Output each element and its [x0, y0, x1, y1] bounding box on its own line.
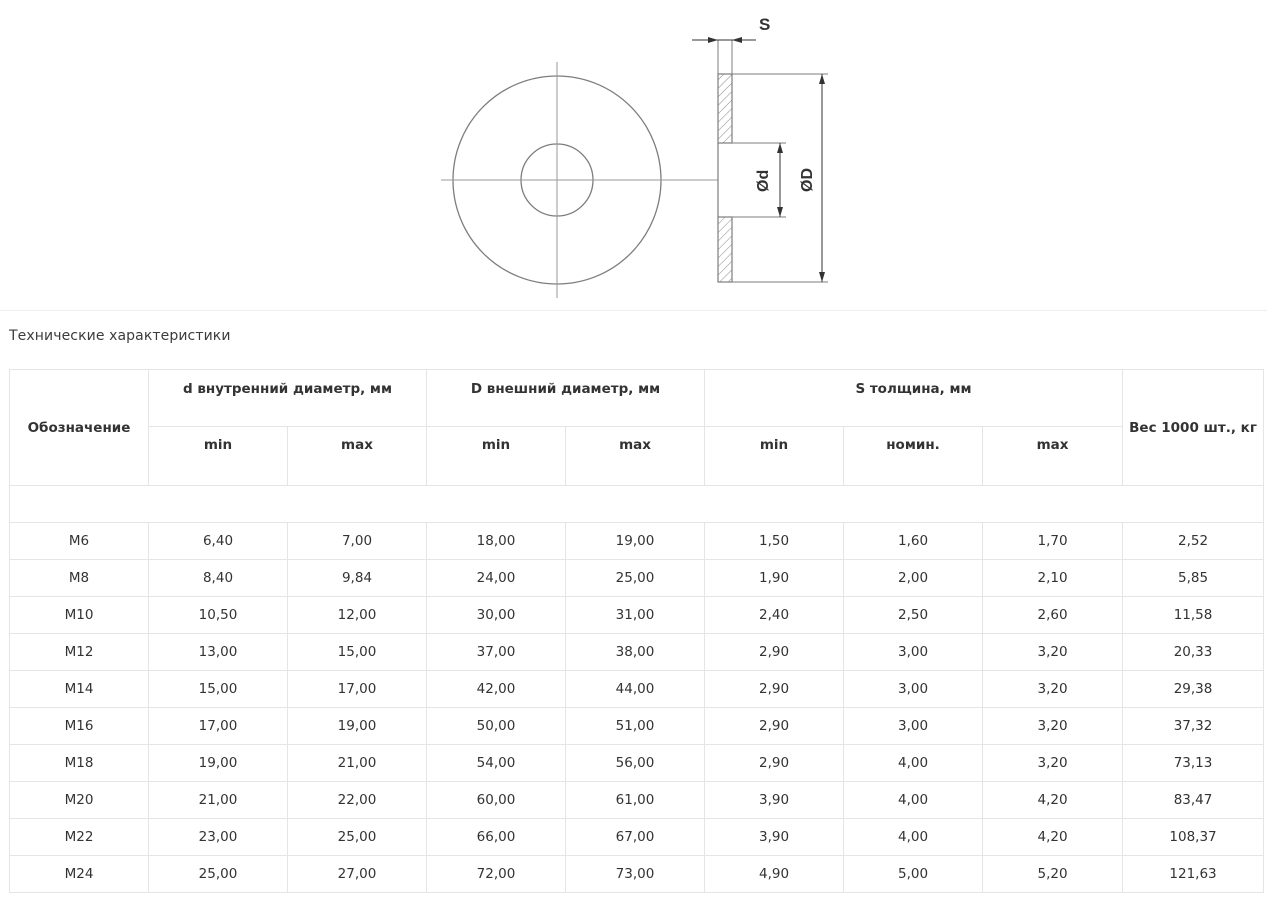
cell-d-max: 12,00 — [288, 597, 427, 634]
cell-S-min: 1,50 — [705, 523, 844, 560]
cell-d-max: 27,00 — [288, 856, 427, 893]
cell-S-nom: 3,00 — [844, 671, 983, 708]
cell-D-min: 37,00 — [427, 634, 566, 671]
cell-S-min: 3,90 — [705, 819, 844, 856]
cell-D-max: 56,00 — [566, 745, 705, 782]
cell-S-nom: 2,00 — [844, 560, 983, 597]
header-S-max: max — [983, 427, 1123, 486]
table-empty-row — [10, 486, 1264, 523]
empty-cell — [10, 486, 1264, 523]
cell-S-nom: 3,00 — [844, 634, 983, 671]
cell-weight: 108,37 — [1123, 819, 1264, 856]
cell-weight: 29,38 — [1123, 671, 1264, 708]
cell-S-max: 3,20 — [983, 708, 1123, 745]
cell-D-min: 18,00 — [427, 523, 566, 560]
cell-d-min: 23,00 — [149, 819, 288, 856]
cell-d-min: 8,40 — [149, 560, 288, 597]
washer-drawing-svg — [0, 0, 1267, 310]
table-row — [10, 819, 1264, 856]
cell-D-max: 25,00 — [566, 560, 705, 597]
cell-designation: M12 — [10, 634, 149, 671]
table-row — [10, 856, 1264, 893]
cell-S-min: 2,90 — [705, 745, 844, 782]
table-row — [10, 597, 1264, 634]
cell-D-max: 19,00 — [566, 523, 705, 560]
cell-D-min: 24,00 — [427, 560, 566, 597]
cell-d-max: 22,00 — [288, 782, 427, 819]
cell-D-min: 72,00 — [427, 856, 566, 893]
cell-D-min: 50,00 — [427, 708, 566, 745]
dimension-d-label: Ød — [755, 169, 772, 192]
cell-S-nom: 4,00 — [844, 745, 983, 782]
cell-D-max: 61,00 — [566, 782, 705, 819]
cell-S-nom: 4,00 — [844, 782, 983, 819]
washer-side-view — [692, 37, 828, 282]
cell-S-max: 2,10 — [983, 560, 1123, 597]
header-d-group: d внутренний диаметр, мм — [149, 370, 427, 427]
cell-weight: 121,63 — [1123, 856, 1264, 893]
cell-designation: M14 — [10, 671, 149, 708]
cell-D-min: 42,00 — [427, 671, 566, 708]
cell-d-min: 10,50 — [149, 597, 288, 634]
cell-S-min: 2,40 — [705, 597, 844, 634]
cell-d-min: 19,00 — [149, 745, 288, 782]
cell-d-min: 15,00 — [149, 671, 288, 708]
dimension-s-label: S — [759, 15, 771, 34]
cell-S-max: 5,20 — [983, 856, 1123, 893]
cell-d-max: 19,00 — [288, 708, 427, 745]
cell-designation: M10 — [10, 597, 149, 634]
cell-S-nom: 3,00 — [844, 708, 983, 745]
cell-D-max: 73,00 — [566, 856, 705, 893]
cell-d-max: 21,00 — [288, 745, 427, 782]
cell-S-min: 2,90 — [705, 708, 844, 745]
cell-weight: 11,58 — [1123, 597, 1264, 634]
header-D-max: max — [566, 427, 705, 486]
cell-S-max: 4,20 — [983, 782, 1123, 819]
cell-S-min: 2,90 — [705, 671, 844, 708]
cell-S-nom: 1,60 — [844, 523, 983, 560]
table-row — [10, 523, 1264, 560]
header-S-min: min — [705, 427, 844, 486]
cell-d-min: 6,40 — [149, 523, 288, 560]
cell-S-nom: 2,50 — [844, 597, 983, 634]
header-D-group: D внешний диаметр, мм — [427, 370, 705, 427]
cell-d-min: 17,00 — [149, 708, 288, 745]
header-S-group: S толщина, мм — [705, 370, 1123, 427]
cell-weight: 2,52 — [1123, 523, 1264, 560]
cell-d-max: 15,00 — [288, 634, 427, 671]
cell-d-min: 21,00 — [149, 782, 288, 819]
cell-designation: M16 — [10, 708, 149, 745]
cell-S-max: 2,60 — [983, 597, 1123, 634]
cell-D-min: 30,00 — [427, 597, 566, 634]
cell-weight: 83,47 — [1123, 782, 1264, 819]
cell-d-min: 13,00 — [149, 634, 288, 671]
section-title: Технические характеристики — [9, 328, 231, 344]
cell-D-min: 60,00 — [427, 782, 566, 819]
header-D-min: min — [427, 427, 566, 486]
table-row — [10, 671, 1264, 708]
cell-S-nom: 4,00 — [844, 819, 983, 856]
header-weight: Вес 1000 шт., кг — [1123, 370, 1264, 486]
cell-S-min: 4,90 — [705, 856, 844, 893]
cell-S-max: 4,20 — [983, 819, 1123, 856]
cell-designation: M24 — [10, 856, 149, 893]
dimension-D-label: ØD — [799, 168, 816, 192]
cell-d-min: 25,00 — [149, 856, 288, 893]
cell-d-max: 9,84 — [288, 560, 427, 597]
spec-table — [9, 369, 1264, 893]
washer-drawing — [0, 0, 1267, 311]
cell-weight: 20,33 — [1123, 634, 1264, 671]
header-S-nom: номин. — [844, 427, 983, 486]
table-row — [10, 745, 1264, 782]
cell-d-max: 25,00 — [288, 819, 427, 856]
header-d-min: min — [149, 427, 288, 486]
cell-d-max: 17,00 — [288, 671, 427, 708]
table-row — [10, 782, 1264, 819]
cell-weight: 5,85 — [1123, 560, 1264, 597]
cell-weight: 73,13 — [1123, 745, 1264, 782]
cell-S-min: 3,90 — [705, 782, 844, 819]
cell-S-nom: 5,00 — [844, 856, 983, 893]
cell-S-max: 3,20 — [983, 634, 1123, 671]
cell-designation: M22 — [10, 819, 149, 856]
cell-D-max: 31,00 — [566, 597, 705, 634]
cell-S-max: 3,20 — [983, 671, 1123, 708]
cell-d-max: 7,00 — [288, 523, 427, 560]
cell-designation: M20 — [10, 782, 149, 819]
washer-front-view — [441, 62, 718, 298]
cell-S-max: 3,20 — [983, 745, 1123, 782]
header-designation: Обозначение — [10, 370, 149, 486]
table-row — [10, 708, 1264, 745]
header-d-max: max — [288, 427, 427, 486]
cell-D-max: 38,00 — [566, 634, 705, 671]
cell-S-min: 1,90 — [705, 560, 844, 597]
table-body — [10, 523, 1264, 893]
cell-designation: M6 — [10, 523, 149, 560]
table-row — [10, 634, 1264, 671]
table-row — [10, 560, 1264, 597]
cell-D-min: 54,00 — [427, 745, 566, 782]
cell-designation: M8 — [10, 560, 149, 597]
cell-D-max: 67,00 — [566, 819, 705, 856]
cell-weight: 37,32 — [1123, 708, 1264, 745]
cell-S-max: 1,70 — [983, 523, 1123, 560]
cell-D-max: 51,00 — [566, 708, 705, 745]
cell-D-max: 44,00 — [566, 671, 705, 708]
cell-D-min: 66,00 — [427, 819, 566, 856]
cell-designation: M18 — [10, 745, 149, 782]
cell-S-min: 2,90 — [705, 634, 844, 671]
